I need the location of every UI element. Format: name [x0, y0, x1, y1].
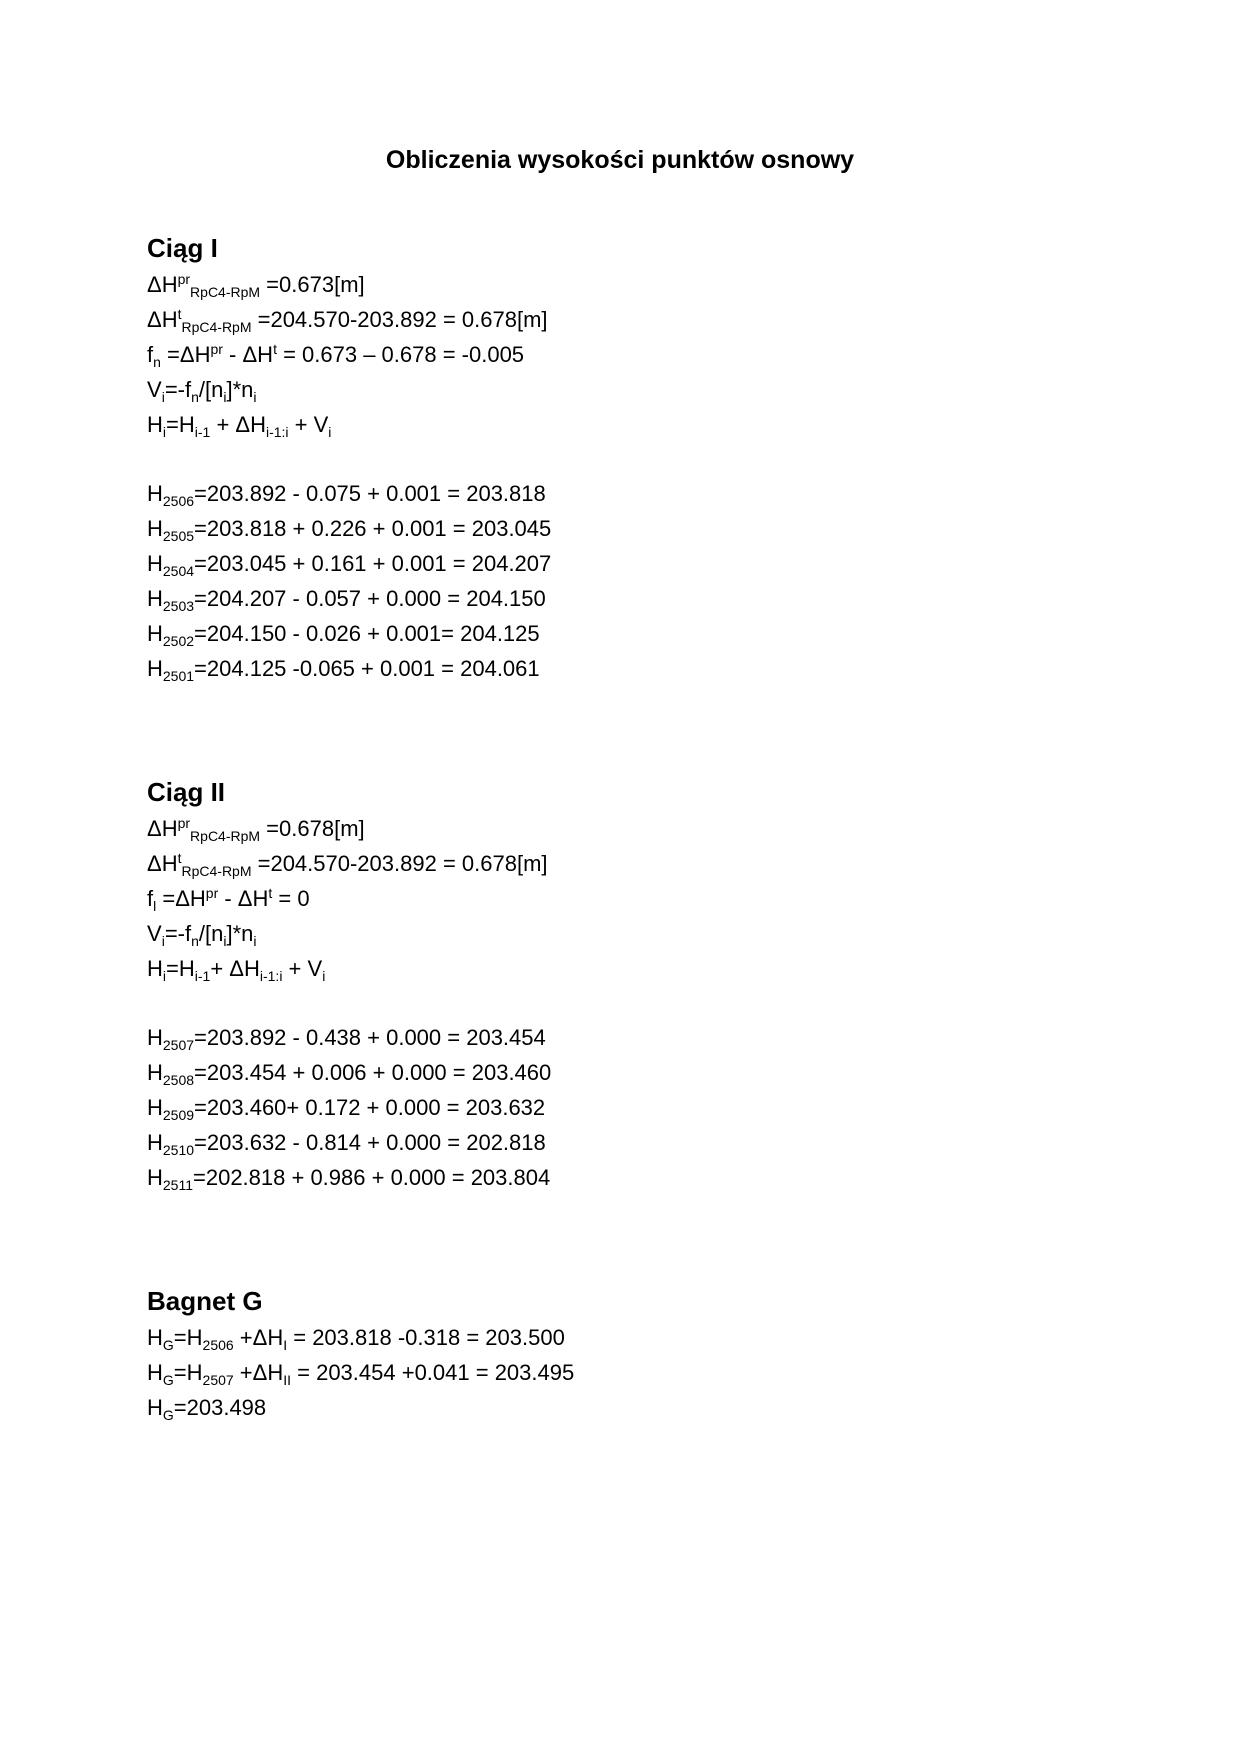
- subscript: RpC4-RpM: [190, 828, 261, 844]
- formula-line: [147, 1355, 574, 1390]
- formula-text: =0.678[m]: [260, 816, 365, 841]
- subscript: 2508: [162, 1072, 195, 1088]
- formula-line: [147, 337, 551, 372]
- calc-lines: [147, 811, 551, 1195]
- subscript: 2504: [162, 563, 195, 579]
- subscript: i: [162, 968, 167, 984]
- subscript: i-1: [194, 424, 211, 440]
- formula-text: =203.892 - 0.075 + 0.001 = 203.818: [194, 481, 546, 506]
- section-bagnet-g: [147, 1283, 574, 1425]
- formula-text: + ΔH: [210, 956, 260, 981]
- subscript: i: [161, 933, 165, 949]
- formula-text: + V: [288, 412, 329, 437]
- formula-line: [147, 616, 551, 651]
- formula-line: [147, 476, 551, 511]
- subscript: i-1:i: [265, 424, 289, 440]
- subscript: RpC4-RpM: [181, 863, 252, 879]
- subscript: 2510: [162, 1142, 195, 1158]
- formula-text: ]*n: [226, 377, 254, 402]
- formula-line: [147, 1125, 551, 1160]
- subscript: i: [162, 424, 167, 440]
- formula-text: = 0: [272, 886, 310, 911]
- subscript: I: [283, 1337, 288, 1353]
- formula-line: [147, 881, 551, 916]
- formula-text: H: [147, 956, 163, 981]
- formula-text: = 203.454 +0.041 = 203.495: [291, 1360, 575, 1385]
- formula-text: =-f: [164, 377, 192, 402]
- formula-text: =204.207 - 0.057 + 0.000 = 204.150: [194, 586, 546, 611]
- formula-text: H: [147, 1325, 163, 1350]
- formula-line: [147, 407, 551, 442]
- formula-line: [147, 811, 551, 846]
- formula-text: =202.818 + 0.986 + 0.000 = 203.804: [193, 1165, 551, 1190]
- formula-text: =0.673[m]: [260, 272, 365, 297]
- formula-text: ]*n: [226, 921, 254, 946]
- subscript: 2501: [162, 668, 195, 684]
- formula-line: [147, 1160, 551, 1195]
- subscript: l: [153, 898, 157, 914]
- page-title: Obliczenia wysokości punktów osnowy: [385, 146, 855, 174]
- formula-text: =204.570-203.892 = 0.678[m]: [251, 307, 548, 332]
- formula-text: =203.498: [173, 1395, 267, 1420]
- subscript: G: [162, 1407, 174, 1423]
- subscript: i: [223, 389, 227, 405]
- section-heading: Bagnet G: [147, 1286, 263, 1316]
- subscript: i: [322, 968, 326, 984]
- section-heading: Ciąg I: [147, 233, 218, 263]
- subscript: RpC4-RpM: [190, 284, 261, 300]
- formula-text: H: [147, 412, 163, 437]
- formula-text: H: [147, 586, 163, 611]
- section-heading: Ciąg II: [147, 777, 226, 807]
- formula-text: +ΔH: [233, 1360, 284, 1385]
- superscript: pr: [177, 815, 191, 831]
- formula-text: =H: [166, 956, 195, 981]
- formula-line: [147, 1090, 551, 1125]
- subscript: RpC4-RpM: [181, 319, 252, 335]
- subscript: 2505: [162, 528, 195, 544]
- formula-text: /[n: [198, 377, 224, 402]
- formula-text: =204.570-203.892 = 0.678[m]: [251, 851, 548, 876]
- subscript: n: [191, 933, 199, 949]
- formula-text: H: [147, 1095, 163, 1120]
- superscript: t: [177, 850, 182, 866]
- formula-text: H: [147, 1025, 163, 1050]
- formula-text: =203.632 - 0.814 + 0.000 = 202.818: [194, 1130, 546, 1155]
- formula-text: ΔH: [147, 307, 178, 332]
- subscript: 2506: [202, 1337, 234, 1353]
- formula-text: H: [147, 1395, 163, 1420]
- formula-text: =H: [173, 1325, 203, 1350]
- subscript: i-1:i: [259, 968, 283, 984]
- blank-line: [147, 986, 551, 1020]
- section-ciag-1: [147, 230, 551, 686]
- formula-text: =204.125 -0.065 + 0.001 = 204.061: [194, 656, 540, 681]
- formula-text: ΔH: [147, 816, 178, 841]
- formula-text: H: [147, 551, 163, 576]
- formula-line: [147, 1390, 574, 1425]
- formula-line: [147, 267, 551, 302]
- formula-text: = 203.818 -0.318 = 203.500: [287, 1325, 565, 1350]
- superscript: pr: [177, 271, 191, 287]
- formula-text: f: [147, 886, 154, 911]
- formula-text: =203.818 + 0.226 + 0.001 = 203.045: [194, 516, 552, 541]
- formula-text: - ΔH: [222, 342, 274, 367]
- formula-line: [147, 916, 551, 951]
- subscript: i-1: [194, 968, 211, 984]
- formula-line: [147, 511, 551, 546]
- formula-text: H: [147, 481, 163, 506]
- formula-text: - ΔH: [218, 886, 269, 911]
- formula-line: [147, 372, 551, 407]
- formula-text: ΔH: [147, 851, 178, 876]
- formula-text: =204.150 - 0.026 + 0.001= 204.125: [194, 621, 540, 646]
- subscript: G: [162, 1372, 174, 1388]
- superscript: pr: [210, 341, 223, 357]
- formula-text: H: [147, 1165, 163, 1190]
- formula-text: =ΔH: [156, 886, 206, 911]
- subscript: i: [328, 424, 332, 440]
- formula-text: H: [147, 1060, 163, 1085]
- subscript: 2506: [162, 493, 195, 509]
- subscript: i: [253, 389, 257, 405]
- formula-text: =203.892 - 0.438 + 0.000 = 203.454: [194, 1025, 546, 1050]
- superscript: pr: [205, 885, 219, 901]
- subscript: II: [283, 1372, 292, 1388]
- formula-text: /[n: [198, 921, 224, 946]
- subscript: 2511: [162, 1177, 193, 1193]
- formula-text: ΔH: [147, 272, 178, 297]
- formula-line: [147, 581, 551, 616]
- formula-text: =ΔH: [160, 342, 211, 367]
- formula-line: [147, 1320, 574, 1355]
- superscript: t: [268, 885, 273, 901]
- formula-line: [147, 1020, 551, 1055]
- formula-text: =203.454 + 0.006 + 0.000 = 203.460: [194, 1060, 552, 1085]
- calc-lines: [147, 267, 551, 686]
- formula-text: = 0.673 – 0.678 = -0.005: [276, 342, 525, 367]
- formula-text: =H: [173, 1360, 203, 1385]
- subscript: i: [223, 933, 227, 949]
- formula-text: + ΔH: [210, 412, 266, 437]
- formula-text: H: [147, 1360, 163, 1385]
- formula-line: [147, 951, 551, 986]
- formula-text: H: [147, 656, 163, 681]
- superscript: t: [273, 341, 277, 357]
- subscript: 2503: [162, 598, 195, 614]
- formula-line: [147, 651, 551, 686]
- formula-text: =203.460+ 0.172 + 0.000 = 203.632: [194, 1095, 546, 1120]
- formula-line: [147, 1055, 551, 1090]
- formula-text: H: [147, 516, 163, 541]
- formula-text: f: [147, 342, 154, 367]
- formula-text: H: [147, 1130, 163, 1155]
- subscript: 2507: [202, 1372, 234, 1388]
- subscript: 2509: [162, 1107, 195, 1123]
- formula-line: [147, 302, 551, 337]
- calc-lines: [147, 1320, 574, 1425]
- formula-text: =H: [166, 412, 195, 437]
- formula-text: =203.045 + 0.161 + 0.001 = 204.207: [194, 551, 552, 576]
- subscript: 2507: [162, 1037, 195, 1053]
- formula-line: [147, 546, 551, 581]
- formula-text: +ΔH: [233, 1325, 284, 1350]
- formula-text: V: [147, 921, 162, 946]
- formula-text: =-f: [164, 921, 192, 946]
- blank-line: [147, 442, 551, 476]
- subscript: 2502: [162, 633, 195, 649]
- formula-text: H: [147, 621, 163, 646]
- superscript: t: [177, 306, 182, 322]
- subscript: n: [191, 389, 199, 405]
- formula-line: [147, 846, 551, 881]
- section-ciag-2: [147, 774, 551, 1195]
- subscript: n: [153, 354, 161, 370]
- formula-text: V: [147, 377, 162, 402]
- formula-text: + V: [282, 956, 323, 981]
- subscript: i: [253, 933, 257, 949]
- subscript: G: [162, 1337, 174, 1353]
- subscript: i: [161, 389, 165, 405]
